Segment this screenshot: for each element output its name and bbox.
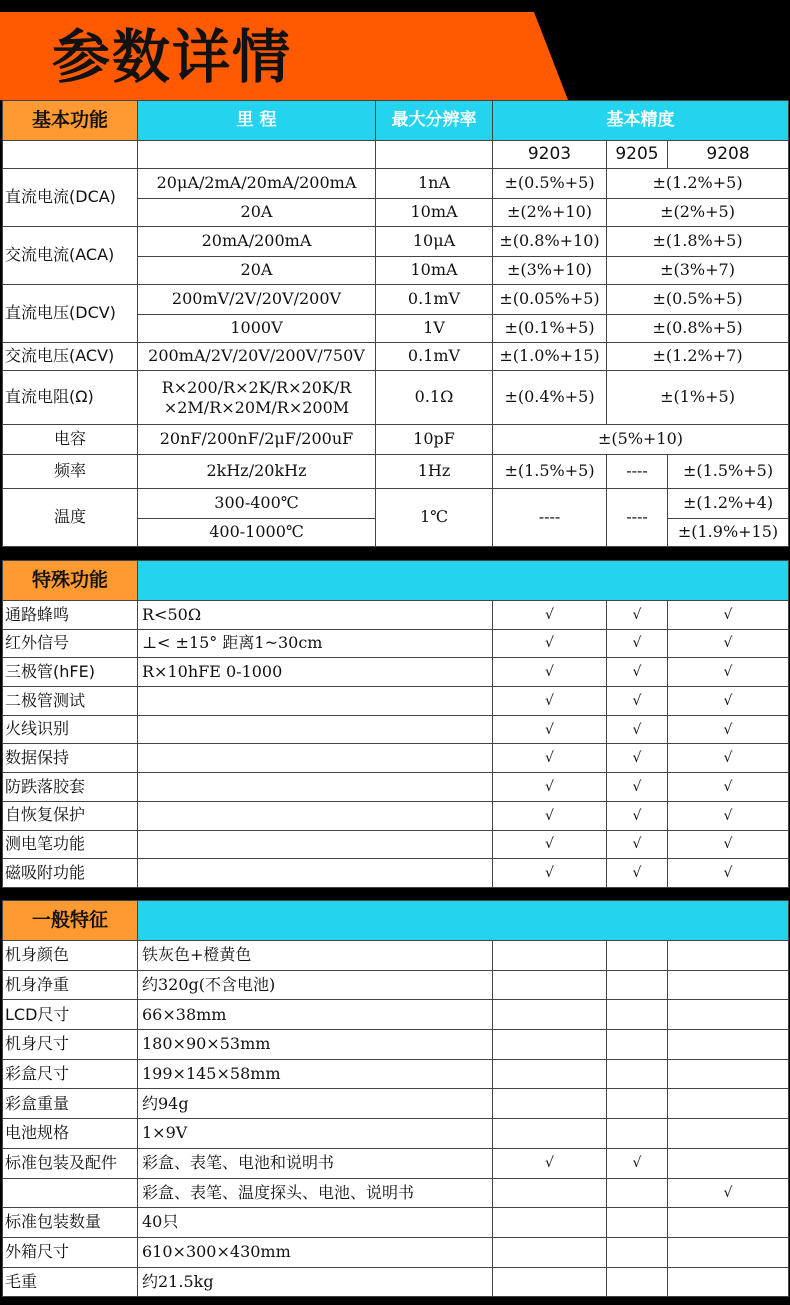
check-9205: √	[607, 830, 668, 859]
page-banner	[0, 0, 790, 100]
row-name: 自恢复保护	[3, 801, 138, 830]
check-9208: √	[668, 601, 789, 630]
accuracy-9205-9208: ±(2%+5)	[607, 199, 789, 227]
check-9203	[493, 1208, 607, 1238]
general-table	[2, 900, 789, 1297]
range-cell: 20A	[138, 257, 376, 285]
resistance-label: 直流电阻(Ω)	[3, 371, 138, 425]
table-row	[3, 859, 789, 888]
resistance-row	[3, 371, 789, 425]
basic-functions-table	[2, 100, 789, 547]
blank-cell	[138, 141, 376, 169]
general-section	[0, 900, 790, 1305]
table-row	[3, 801, 789, 830]
aca-row-1	[3, 227, 789, 257]
page-title: 参数详情	[52, 23, 293, 91]
check-9208	[668, 1059, 789, 1089]
check-9203	[493, 1119, 607, 1149]
dca-label: 直流电流(DCA)	[3, 169, 138, 227]
check-9208: √	[668, 715, 789, 744]
row-description	[138, 715, 493, 744]
row-name: 测电笔功能	[3, 830, 138, 859]
table-row	[3, 1000, 789, 1030]
header-general: 一般特征	[3, 901, 138, 941]
row-name: 三极管(hFE)	[3, 658, 138, 687]
table-row	[3, 687, 789, 716]
check-9205	[607, 1000, 668, 1030]
header-range: 里 程	[138, 101, 376, 141]
special-functions-section	[0, 560, 790, 890]
row-description: 彩盒、表笔、电池和说明书	[138, 1148, 493, 1178]
check-9203	[493, 1267, 607, 1297]
row-description	[138, 687, 493, 716]
accuracy-9203: ±(0.8%+10)	[493, 227, 607, 257]
row-name: 彩盒重量	[3, 1089, 138, 1119]
table-row	[3, 601, 789, 630]
check-9208: √	[668, 773, 789, 802]
check-9205	[607, 1089, 668, 1119]
check-9208	[668, 1030, 789, 1060]
check-9203	[493, 941, 607, 971]
check-9208	[668, 1119, 789, 1149]
model-9203: 9203	[493, 141, 607, 169]
resolution-cell: 0.1Ω	[376, 371, 493, 425]
row-description: R<50Ω	[138, 601, 493, 630]
table-row	[3, 773, 789, 802]
range-cell: 200mV/2V/20V/200V	[138, 285, 376, 315]
check-9205	[607, 970, 668, 1000]
check-9203: √	[493, 830, 607, 859]
check-9208: √	[668, 629, 789, 658]
accuracy-9203: ±(1.0%+15)	[493, 343, 607, 371]
check-9203	[493, 1237, 607, 1267]
accuracy-9205-9208: ±(1%+5)	[607, 371, 789, 425]
table-row	[3, 1059, 789, 1089]
row-name: 外箱尺寸	[3, 1237, 138, 1267]
check-9205	[607, 941, 668, 971]
frequency-row	[3, 455, 789, 489]
table-row	[3, 1119, 789, 1149]
general-header-row	[3, 901, 789, 941]
table-row	[3, 1237, 789, 1267]
aca-label: 交流电流(ACA)	[3, 227, 138, 285]
row-description: 约21.5kg	[138, 1267, 493, 1297]
row-description: 彩盒、表笔、温度探头、电池、说明书	[138, 1178, 493, 1208]
check-9205: √	[607, 601, 668, 630]
check-9205: √	[607, 1148, 668, 1178]
accuracy-9205: ----	[607, 455, 668, 489]
row-description	[138, 830, 493, 859]
range-cell: 1000V	[138, 315, 376, 343]
row-description: 1×9V	[138, 1119, 493, 1149]
check-9203: √	[493, 801, 607, 830]
accuracy-9203: ±(0.4%+5)	[493, 371, 607, 425]
resolution-cell: 0.1mV	[376, 285, 493, 315]
resolution-cell: 10mA	[376, 257, 493, 285]
row-description	[138, 744, 493, 773]
row-name: 通路蜂鸣	[3, 601, 138, 630]
resolution-cell: 10mA	[376, 199, 493, 227]
accuracy-9205-9208: ±(0.8%+5)	[607, 315, 789, 343]
accuracy-9208: ±(1.9%+15)	[668, 519, 789, 547]
row-description	[138, 801, 493, 830]
accuracy-9205-9208: ±(3%+7)	[607, 257, 789, 285]
table-row	[3, 629, 789, 658]
range-cell: 200mA/2V/20V/200V/750V	[138, 343, 376, 371]
resolution-cell: 1Hz	[376, 455, 493, 489]
header-basic-function: 基本功能	[3, 101, 138, 141]
table-row	[3, 1178, 789, 1208]
row-name	[3, 1178, 138, 1208]
resolution-cell: 1℃	[376, 489, 493, 547]
row-name: 红外信号	[3, 629, 138, 658]
check-9208: √	[668, 687, 789, 716]
check-9208	[668, 1000, 789, 1030]
row-description: 180×90×53mm	[138, 1030, 493, 1060]
temperature-label: 温度	[3, 489, 138, 547]
check-9208	[668, 1089, 789, 1119]
table-row	[3, 715, 789, 744]
dcv-label: 直流电压(DCV)	[3, 285, 138, 343]
accuracy-9205-9208: ±(1.8%+5)	[607, 227, 789, 257]
blank-cell	[376, 141, 493, 169]
row-name: 数据保持	[3, 744, 138, 773]
check-9208	[668, 1148, 789, 1178]
header-special-function: 特殊功能	[3, 561, 138, 601]
resolution-cell: 1nA	[376, 169, 493, 199]
row-description: 约94g	[138, 1089, 493, 1119]
check-9203	[493, 970, 607, 1000]
row-name: 机身净重	[3, 970, 138, 1000]
table-row	[3, 1148, 789, 1178]
accuracy-9205: ----	[607, 489, 668, 547]
resolution-cell: 0.1mV	[376, 343, 493, 371]
frequency-label: 频率	[3, 455, 138, 489]
temperature-row-1	[3, 489, 789, 519]
header-basic-accuracy: 基本精度	[493, 101, 789, 141]
resolution-cell: 10pF	[376, 425, 493, 455]
check-9203: √	[493, 773, 607, 802]
range-cell: R×200/R×2K/R×20K/R ×2M/R×20M/R×200M	[138, 371, 376, 425]
accuracy-9203: ±(3%+10)	[493, 257, 607, 285]
resolution-cell: 10μA	[376, 227, 493, 257]
check-9205: √	[607, 801, 668, 830]
model-row	[3, 141, 789, 169]
special-functions-table	[2, 560, 789, 888]
row-description: 约320g(不含电池)	[138, 970, 493, 1000]
check-9205: √	[607, 629, 668, 658]
range-cell: 400-1000℃	[138, 519, 376, 547]
row-description: 40只	[138, 1208, 493, 1238]
check-9203: √	[493, 1148, 607, 1178]
table-row	[3, 1208, 789, 1238]
header-special-blank	[138, 561, 789, 601]
check-9205	[607, 1208, 668, 1238]
row-name: 防跌落胶套	[3, 773, 138, 802]
range-cell: 20nF/200nF/2μF/200uF	[138, 425, 376, 455]
table-row	[3, 658, 789, 687]
row-description: 199×145×58mm	[138, 1059, 493, 1089]
check-9203: √	[493, 601, 607, 630]
row-name: 火线识别	[3, 715, 138, 744]
range-cell: 2kHz/20kHz	[138, 455, 376, 489]
basic-header-row	[3, 101, 789, 141]
row-description: 铁灰色+橙黄色	[138, 941, 493, 971]
row-description: R×10hFE 0-1000	[138, 658, 493, 687]
table-row	[3, 1089, 789, 1119]
acv-label: 交流电压(ACV)	[3, 343, 138, 371]
header-max-resolution: 最大分辨率	[376, 101, 493, 141]
table-row	[3, 970, 789, 1000]
range-cell: 20μA/2mA/20mA/200mA	[138, 169, 376, 199]
capacitance-row	[3, 425, 789, 455]
accuracy-9203: ----	[493, 489, 607, 547]
check-9205	[607, 1030, 668, 1060]
row-description: 610×300×430mm	[138, 1237, 493, 1267]
range-cell: 300-400℃	[138, 489, 376, 519]
model-9205: 9205	[607, 141, 668, 169]
check-9205: √	[607, 658, 668, 687]
check-9208: √	[668, 744, 789, 773]
row-name: 机身颜色	[3, 941, 138, 971]
accuracy-9203: ±(0.1%+5)	[493, 315, 607, 343]
resolution-cell: 1V	[376, 315, 493, 343]
accuracy-9205-9208: ±(1.2%+5)	[607, 169, 789, 199]
acv-row	[3, 343, 789, 371]
row-name: 标准包装及配件	[3, 1148, 138, 1178]
dcv-row-1	[3, 285, 789, 315]
check-9205: √	[607, 715, 668, 744]
accuracy-9203: ±(0.05%+5)	[493, 285, 607, 315]
check-9205: √	[607, 687, 668, 716]
row-description: 66×38mm	[138, 1000, 493, 1030]
model-9208: 9208	[668, 141, 789, 169]
capacitance-label: 电容	[3, 425, 138, 455]
accuracy-9208: ±(1.2%+4)	[668, 489, 789, 519]
range-cell: 20mA/200mA	[138, 227, 376, 257]
row-description: ⊥< ±15° 距离1~30cm	[138, 629, 493, 658]
table-row	[3, 1267, 789, 1297]
check-9205: √	[607, 773, 668, 802]
check-9203	[493, 1030, 607, 1060]
table-row	[3, 941, 789, 971]
check-9203	[493, 1000, 607, 1030]
check-9203	[493, 1089, 607, 1119]
header-general-blank	[138, 901, 789, 941]
check-9208: √	[668, 859, 789, 888]
row-name: 毛重	[3, 1267, 138, 1297]
row-name: 电池规格	[3, 1119, 138, 1149]
dca-row-1	[3, 169, 789, 199]
check-9208	[668, 1208, 789, 1238]
check-9208: √	[668, 830, 789, 859]
row-name: 机身尺寸	[3, 1030, 138, 1060]
row-name: 磁吸附功能	[3, 859, 138, 888]
check-9205: √	[607, 859, 668, 888]
accuracy-9203: ±(2%+10)	[493, 199, 607, 227]
table-row	[3, 744, 789, 773]
accuracy-9208: ±(1.5%+5)	[668, 455, 789, 489]
table-row	[3, 830, 789, 859]
check-9208: √	[668, 658, 789, 687]
check-9208	[668, 1267, 789, 1297]
check-9205	[607, 1178, 668, 1208]
accuracy-9203: ±(0.5%+5)	[493, 169, 607, 199]
check-9208	[668, 1237, 789, 1267]
check-9205: √	[607, 744, 668, 773]
row-description	[138, 773, 493, 802]
check-9203: √	[493, 744, 607, 773]
check-9203	[493, 1178, 607, 1208]
range-cell: 20A	[138, 199, 376, 227]
basic-functions-section	[0, 100, 790, 548]
check-9203	[493, 1059, 607, 1089]
row-name: 彩盒尺寸	[3, 1059, 138, 1089]
check-9205	[607, 1119, 668, 1149]
check-9203: √	[493, 715, 607, 744]
check-9205	[607, 1059, 668, 1089]
check-9208	[668, 941, 789, 971]
row-name: 二极管测试	[3, 687, 138, 716]
check-9205	[607, 1267, 668, 1297]
accuracy-9205-9208: ±(0.5%+5)	[607, 285, 789, 315]
check-9208: √	[668, 1178, 789, 1208]
check-9205	[607, 1237, 668, 1267]
check-9208	[668, 970, 789, 1000]
blank-cell	[3, 141, 138, 169]
check-9203: √	[493, 629, 607, 658]
check-9203: √	[493, 658, 607, 687]
accuracy-all: ±(5%+10)	[493, 425, 789, 455]
check-9203: √	[493, 687, 607, 716]
table-row	[3, 1030, 789, 1060]
accuracy-9203: ±(1.5%+5)	[493, 455, 607, 489]
special-header-row	[3, 561, 789, 601]
row-name: 标准包装数量	[3, 1208, 138, 1238]
check-9203: √	[493, 859, 607, 888]
check-9208: √	[668, 801, 789, 830]
row-description	[138, 859, 493, 888]
accuracy-9205-9208: ±(1.2%+7)	[607, 343, 789, 371]
row-name: LCD尺寸	[3, 1000, 138, 1030]
